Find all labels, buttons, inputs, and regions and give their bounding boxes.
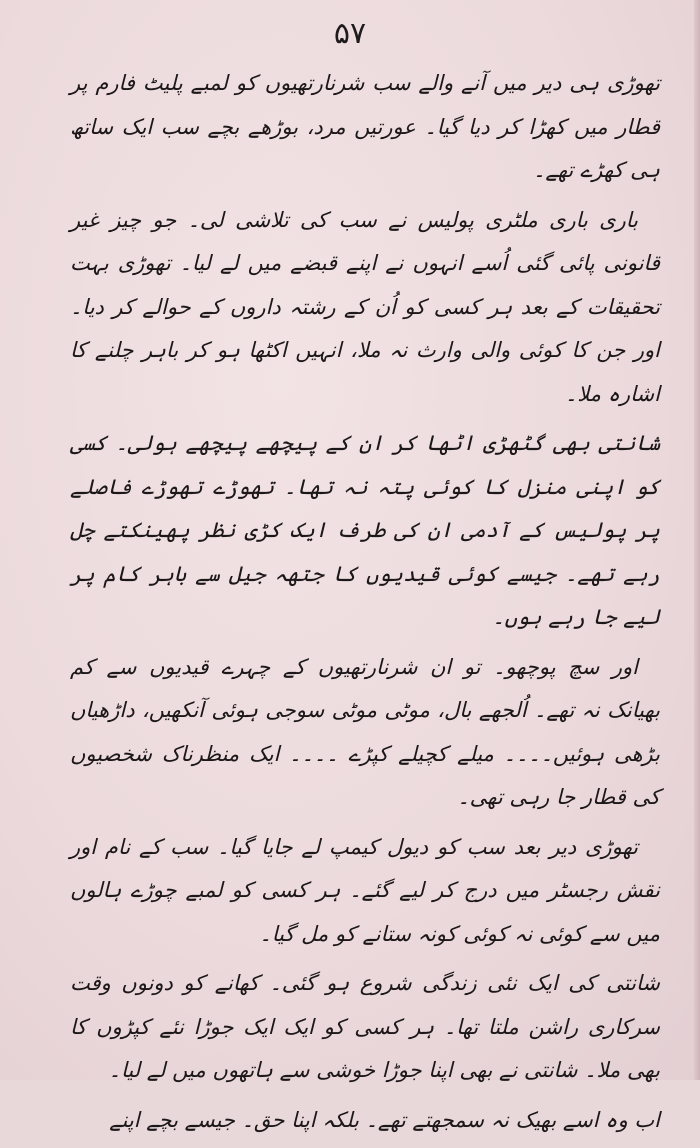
paragraph: تھوڑی ہی دیر میں آنے والے سب شرنارتھیوں کو لمبے پلیٹ فارم پر قطار میں کھڑا کر دیا گیا۔ عورتیں مرد، بوڑھے بچے سب ایک ساتھ ہی کھڑے تھے۔ <box>70 71 660 182</box>
paragraph: شانتی کی ایک نئی زندگی شروع ہو گئی۔ کھانے کو دونوں وقت سرکاری راشن ملتا تھا۔ ہر کسی کو ایک ایک جوڑا نئے کپڑوں کا بھی ملا۔ شانتی نے بھی اپنا جوڑا خوشی سے ہاتھوں میں لے لیا۔ <box>70 971 660 1082</box>
page-number: ۵۷ <box>333 16 367 51</box>
page-text <box>70 62 660 1148</box>
paragraph: اب وہ اسے بھیک نہ سمجھتے تھے۔ بلکہ اپنا حق۔ جیسے بچے اپنے <box>109 1107 660 1132</box>
paragraph: باری باری ملٹری پولیس نے سب کی تلاشی لی۔ جو چیز غیر قانونی پائی گئی اُسے انہوں نے اپنے قبضے میں لے لیا۔ تھوڑی بہت تحقیقات کے بعد ہر کسی کو اُن کے رشتہ داروں کے حوالے کر دیا۔ اور جن کا کوئی والی وارث نہ ملا، انہیں اکٹھا ہو کر باہر چلنے کا اشارہ ملا۔ <box>70 207 660 406</box>
paragraph: اور سچ پوچھو۔ تو ان شرنارتھیوں کے چہرے قیدیوں سے کم بھیانک نہ تھے۔ اُلجھے بال، موٹی موٹی سوجی ہوئی آنکھیں، داڑھیاں بڑھی ہوئیں۔۔۔۔ میلے کچیلے کپڑے ۔۔۔۔ ایک منظرناک شخصیوں کی قطار جا رہی تھی۔ <box>70 654 660 809</box>
paragraph: شانتی بھی گٹھڑی اٹھا کر ان کے پیچھے پیچھے ہولی۔ کسی کو اپنی منزل کا کوئی پتہ نہ تھا۔ تھوڑے تھوڑے فاصلے پر پولیس کے آدمی ان کی طرف ایک کڑی نظر پھینکتے چل رہے تھے۔ جیسے کوئی قیدیوں کا جتھہ جیل سے باہر کام پر لیے جا رہے ہوں۔ <box>70 431 660 629</box>
page-edge <box>694 0 700 1080</box>
paragraph: تھوڑی دیر بعد سب کو دیول کیمپ لے جایا گیا۔ سب کے نام اور نقش رجسٹر میں درج کر لیے گئے۔ ہر کسی کو لمبے چوڑے ہالوں میں سے کوئی نہ کوئی کونہ ستانے کو مل گیا۔ <box>70 834 660 946</box>
